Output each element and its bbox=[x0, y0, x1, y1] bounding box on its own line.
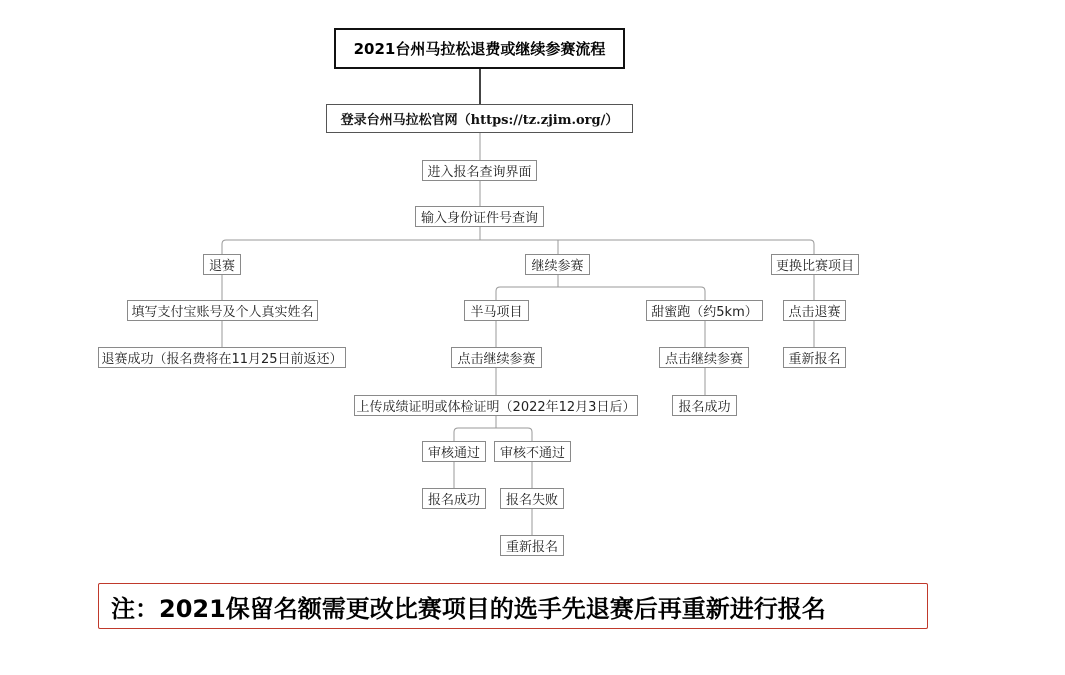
node-enter-query-page: 进入报名查询界面 bbox=[422, 160, 537, 181]
node-refund-success: 退赛成功（报名费将在11月25日前返还） bbox=[98, 347, 346, 368]
node-click-continue-half: 点击继续参赛 bbox=[451, 347, 542, 368]
node-withdraw: 退赛 bbox=[203, 254, 241, 275]
node-review-pass: 审核通过 bbox=[422, 441, 486, 462]
node-login-official-site: 登录台州马拉松官网（https://tz.zjim.org/） bbox=[326, 104, 633, 133]
node-upload-proof: 上传成绩证明或体检证明（2022年12月3日后） bbox=[354, 395, 638, 416]
node-re-register-change: 重新报名 bbox=[783, 347, 846, 368]
node-signup-success-pass: 报名成功 bbox=[422, 488, 486, 509]
node-half-marathon: 半马项目 bbox=[464, 300, 529, 321]
flowchart-title: 2021台州马拉松退费或继续参赛流程 bbox=[334, 28, 625, 69]
node-signup-success-sweet: 报名成功 bbox=[672, 395, 737, 416]
node-change-event: 更换比赛项目 bbox=[771, 254, 859, 275]
node-review-fail: 审核不通过 bbox=[494, 441, 571, 462]
node-enter-id-number: 输入身份证件号查询 bbox=[415, 206, 544, 227]
node-fill-alipay: 填写支付宝账号及个人真实姓名 bbox=[127, 300, 318, 321]
node-continue: 继续参赛 bbox=[525, 254, 590, 275]
node-sweet-run: 甜蜜跑（约5km） bbox=[646, 300, 763, 321]
note-banner: 注：2021保留名额需更改比赛项目的选手先退赛后再重新进行报名 bbox=[98, 583, 928, 629]
node-click-withdraw: 点击退赛 bbox=[783, 300, 846, 321]
node-click-continue-sweet: 点击继续参赛 bbox=[659, 347, 749, 368]
node-signup-fail: 报名失败 bbox=[500, 488, 564, 509]
node-re-register-fail: 重新报名 bbox=[500, 535, 564, 556]
